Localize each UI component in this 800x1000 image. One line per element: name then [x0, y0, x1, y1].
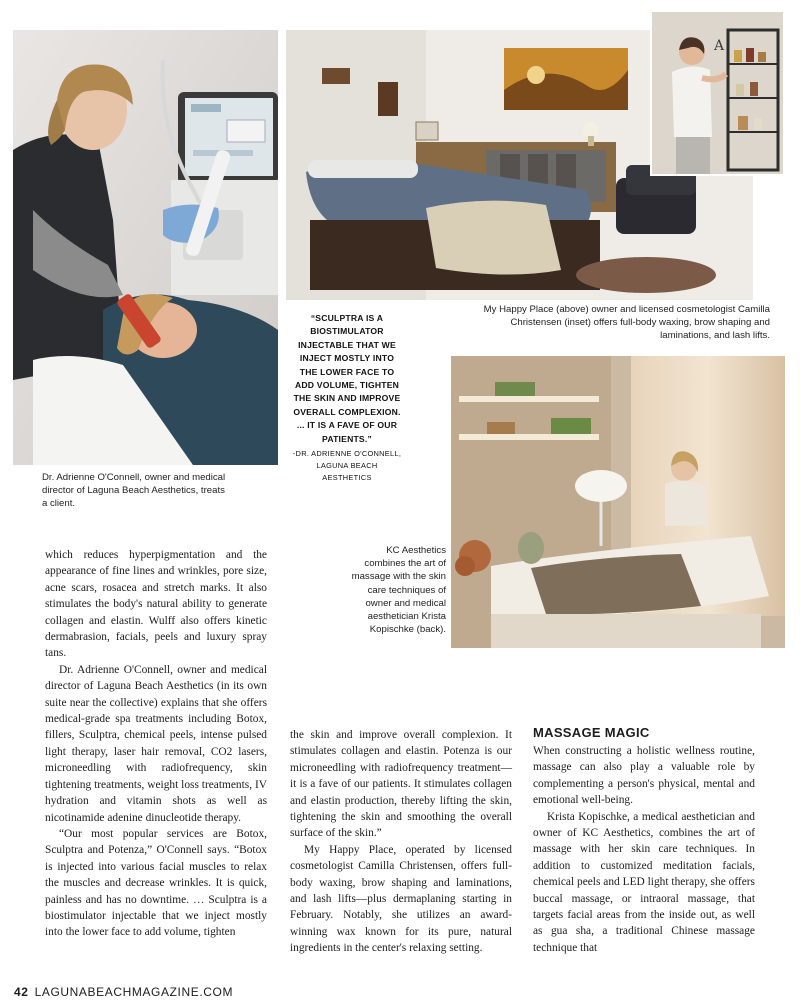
pull-quote-attribution-name: -DR. ADRIENNE O'CONNELL,	[292, 449, 402, 459]
folio	[14, 985, 233, 999]
pull-quote	[292, 312, 402, 484]
body-column-3	[533, 743, 755, 956]
caption-kc-aesthetics: KC Aesthetics combines the art of massage with the skin care techniques of owner and medical aesthetician Krista Kopischke (back).	[351, 545, 446, 636]
body-paragraph: Krista Kopischke, a medical aesthetician and owner of KC Aesthetics, combines the art of massage with her skin care techniques. In addition to customized meditation facials, chemical peels and LED light therapy, she offers buccal massage, or intraoral massage, that targets facial areas from the inside out, as well as gua sha, a traditional Chinese massage technique that	[533, 810, 755, 954]
svg-text:A: A	[714, 38, 725, 54]
photo-oconnell-treatment	[13, 30, 278, 465]
page-number: 42	[14, 985, 29, 999]
photo-inset-camilla	[652, 12, 783, 174]
body-paragraph: which reduces hyperpigmentation and the appearance of fine lines and wrinkles, pore size, acne scars, rosacea and stretch marks. It also stimulates the body's natural ability to generate collagen and elastin. Wulff also offers kinetic dermabrasion, facials, peels and luxury spray tans.	[45, 549, 267, 660]
site-name: LAGUNABEACHMAGAZINE.COM	[34, 985, 234, 999]
photo-kc-aesthetics-room	[451, 356, 785, 648]
caption-oconnell: Dr. Adrienne O'Connell, owner and medical director of Laguna Beach Aesthetics, treats a client.	[42, 472, 226, 510]
pull-quote-attribution-org: LAGUNA BEACH AESTHETICS	[316, 461, 378, 483]
pull-quote-text: “SCULPTRA IS A BIOSTIMULATOR INJECTABLE THAT WE INJECT MOSTLY INTO THE LOWER FACE TO ADD VOLUME, TIGHTEN THE SKIN AND IMPROVE OVERALL COMPLEXION. ... IT IS A FAVE OF OUR PATIENTS.”	[293, 313, 401, 444]
body-paragraph: My Happy Place, operated by licensed cosmetologist Camilla Christensen, offers full-body waxing, brow shaping and laminations, and lash lifts—plus dermaplaning starting in February. Notably, she utilizes an award-winning wax known for its pure, natural ingredients in the center's relaxing setting.	[290, 843, 512, 955]
body-column-2	[290, 727, 512, 957]
body-column-1	[45, 547, 267, 941]
section-heading: MASSAGE MAGIC	[533, 725, 650, 740]
body-paragraph: Dr. Adrienne O'Connell, owner and medical director of Laguna Beach Aesthetics (in its own suite near the collective) explains that she offers medical-grade spa treatments including Botox, fillers, Sculptra, chemical peels, intense pulsed light therapy, laser hair removal, CO2 lasers, microneedling with radiofrequency, skin tightening treatments, weight loss treatments, IV hydration and vitamin shots as well as nicotinamide adenine dinucleotide therapy.	[45, 663, 267, 824]
body-paragraph: the skin and improve overall complexion. It stimulates collagen and elastin. Potenza is our microneedling with radiofrequency treatment—it is a fave of our patients. It stimulates collagen and elastin production, thereby lifting the skin, tightening the skin and smoothing the overall surface of the skin.”	[290, 729, 512, 840]
caption-happy-place: My Happy Place (above) owner and licensed cosmetologist Camilla Christensen (inset) offers full-body waxing, brow shaping and laminations, and lash lifts.	[483, 304, 770, 342]
body-paragraph: “Our most popular services are Botox, Sculptra and Potenza,” O'Connell says. “Botox is injected into various facial muscles to relax the muscles and decrease wrinkles. It is quick, painless and has no downtime. … Sculptra is a biostimulator injectable that we inject mostly into the lower face to add volume, tighten	[45, 827, 267, 939]
body-paragraph: When constructing a holistic wellness routine, massage can also play a valuable role by complementing a person's physical, mental and emotional well-being.	[533, 745, 755, 807]
